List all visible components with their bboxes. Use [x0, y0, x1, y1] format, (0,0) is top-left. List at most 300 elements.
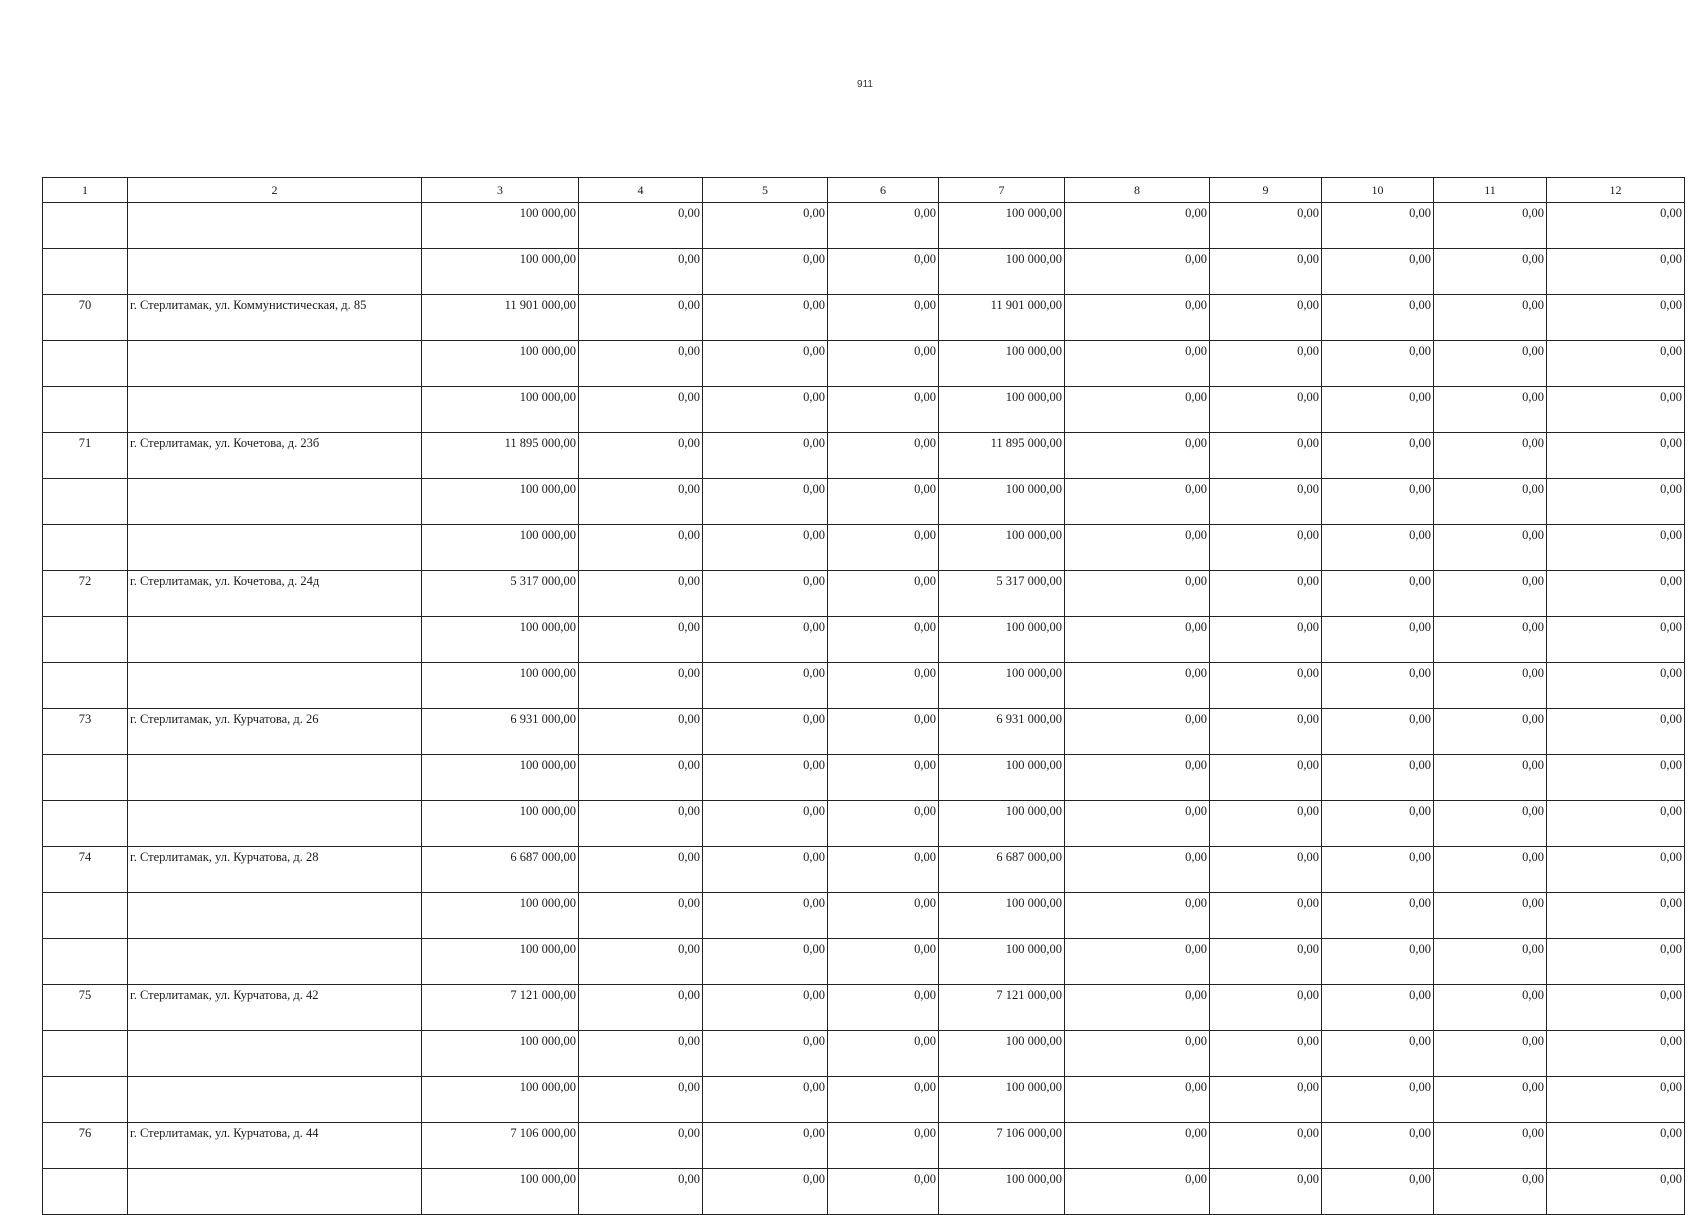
- value-cell-col-12: 0,00: [1547, 341, 1685, 387]
- table-row: [43, 387, 1685, 433]
- value-cell-col-3: 100 000,00: [422, 1031, 579, 1077]
- value-cell-col-7: 100 000,00: [939, 663, 1065, 709]
- table-row: [43, 847, 1685, 893]
- value-cell-col-6: 0,00: [828, 387, 939, 433]
- address-cell: [128, 801, 422, 847]
- value-cell-col-12: 0,00: [1547, 525, 1685, 571]
- value-cell-col-12: 0,00: [1547, 479, 1685, 525]
- value-cell-col-3: 100 000,00: [422, 663, 579, 709]
- value-cell-col-4: 0,00: [579, 1077, 703, 1123]
- row-number-cell: [43, 893, 128, 939]
- value-cell-col-11: 0,00: [1434, 203, 1547, 249]
- address-cell: г. Стерлитамак, ул. Кочетова, д. 23б: [128, 433, 422, 479]
- row-number-cell: 74: [43, 847, 128, 893]
- row-number-cell: [43, 525, 128, 571]
- value-cell-col-3: 100 000,00: [422, 203, 579, 249]
- value-cell-col-8: 0,00: [1065, 341, 1210, 387]
- value-cell-col-9: 0,00: [1210, 341, 1322, 387]
- address-cell: [128, 1169, 422, 1215]
- column-header: 3: [422, 178, 579, 203]
- value-cell-col-6: 0,00: [828, 617, 939, 663]
- value-cell-col-10: 0,00: [1322, 1031, 1434, 1077]
- value-cell-col-11: 0,00: [1434, 1123, 1547, 1169]
- value-cell-col-10: 0,00: [1322, 847, 1434, 893]
- row-number-cell: [43, 1077, 128, 1123]
- table-row: [43, 617, 1685, 663]
- value-cell-col-11: 0,00: [1434, 1077, 1547, 1123]
- value-cell-col-11: 0,00: [1434, 249, 1547, 295]
- column-header: 11: [1434, 178, 1547, 203]
- row-number-cell: 70: [43, 295, 128, 341]
- value-cell-col-7: 100 000,00: [939, 755, 1065, 801]
- value-cell-col-6: 0,00: [828, 893, 939, 939]
- value-cell-col-5: 0,00: [703, 203, 828, 249]
- row-number-cell: [43, 387, 128, 433]
- value-cell-col-9: 0,00: [1210, 1031, 1322, 1077]
- value-cell-col-12: 0,00: [1547, 939, 1685, 985]
- value-cell-col-8: 0,00: [1065, 663, 1210, 709]
- table-row: [43, 571, 1685, 617]
- value-cell-col-3: 100 000,00: [422, 341, 579, 387]
- value-cell-col-11: 0,00: [1434, 525, 1547, 571]
- value-cell-col-4: 0,00: [579, 295, 703, 341]
- value-cell-col-7: 11 895 000,00: [939, 433, 1065, 479]
- value-cell-col-9: 0,00: [1210, 939, 1322, 985]
- value-cell-col-9: 0,00: [1210, 525, 1322, 571]
- table-row: [43, 249, 1685, 295]
- value-cell-col-12: 0,00: [1547, 1077, 1685, 1123]
- value-cell-col-6: 0,00: [828, 1031, 939, 1077]
- value-cell-col-12: 0,00: [1547, 893, 1685, 939]
- value-cell-col-12: 0,00: [1547, 1169, 1685, 1215]
- row-number-cell: 76: [43, 1123, 128, 1169]
- value-cell-col-8: 0,00: [1065, 801, 1210, 847]
- value-cell-col-11: 0,00: [1434, 571, 1547, 617]
- value-cell-col-9: 0,00: [1210, 433, 1322, 479]
- value-cell-col-11: 0,00: [1434, 893, 1547, 939]
- value-cell-col-7: 6 687 000,00: [939, 847, 1065, 893]
- value-cell-col-9: 0,00: [1210, 663, 1322, 709]
- value-cell-col-5: 0,00: [703, 1077, 828, 1123]
- value-cell-col-11: 0,00: [1434, 847, 1547, 893]
- value-cell-col-5: 0,00: [703, 755, 828, 801]
- column-header: 1: [43, 178, 128, 203]
- value-cell-col-8: 0,00: [1065, 387, 1210, 433]
- value-cell-col-3: 100 000,00: [422, 525, 579, 571]
- table-row: [43, 755, 1685, 801]
- address-cell: г. Стерлитамак, ул. Курчатова, д. 42: [128, 985, 422, 1031]
- value-cell-col-4: 0,00: [579, 985, 703, 1031]
- value-cell-col-8: 0,00: [1065, 479, 1210, 525]
- value-cell-col-8: 0,00: [1065, 617, 1210, 663]
- address-cell: [128, 893, 422, 939]
- value-cell-col-12: 0,00: [1547, 1031, 1685, 1077]
- value-cell-col-6: 0,00: [828, 1077, 939, 1123]
- column-header: 5: [703, 178, 828, 203]
- value-cell-col-10: 0,00: [1322, 387, 1434, 433]
- value-cell-col-7: 100 000,00: [939, 893, 1065, 939]
- value-cell-col-12: 0,00: [1547, 387, 1685, 433]
- value-cell-col-3: 100 000,00: [422, 1077, 579, 1123]
- value-cell-col-8: 0,00: [1065, 433, 1210, 479]
- value-cell-col-6: 0,00: [828, 203, 939, 249]
- value-cell-col-3: 100 000,00: [422, 479, 579, 525]
- value-cell-col-7: 11 901 000,00: [939, 295, 1065, 341]
- address-cell: [128, 1077, 422, 1123]
- value-cell-col-5: 0,00: [703, 295, 828, 341]
- table-row: [43, 985, 1685, 1031]
- value-cell-col-5: 0,00: [703, 1123, 828, 1169]
- address-cell: [128, 755, 422, 801]
- value-cell-col-5: 0,00: [703, 801, 828, 847]
- address-cell: г. Стерлитамак, ул. Курчатова, д. 44: [128, 1123, 422, 1169]
- value-cell-col-5: 0,00: [703, 249, 828, 295]
- value-cell-col-6: 0,00: [828, 663, 939, 709]
- value-cell-col-5: 0,00: [703, 617, 828, 663]
- value-cell-col-7: 7 106 000,00: [939, 1123, 1065, 1169]
- table-row: [43, 1123, 1685, 1169]
- row-number-cell: [43, 1169, 128, 1215]
- value-cell-col-4: 0,00: [579, 939, 703, 985]
- address-cell: [128, 939, 422, 985]
- value-cell-col-8: 0,00: [1065, 295, 1210, 341]
- value-cell-col-9: 0,00: [1210, 617, 1322, 663]
- row-number-cell: [43, 341, 128, 387]
- value-cell-col-3: 100 000,00: [422, 893, 579, 939]
- value-cell-col-6: 0,00: [828, 801, 939, 847]
- value-cell-col-6: 0,00: [828, 525, 939, 571]
- value-cell-col-10: 0,00: [1322, 1123, 1434, 1169]
- address-cell: [128, 1031, 422, 1077]
- row-number-cell: [43, 755, 128, 801]
- table-row: [43, 295, 1685, 341]
- table-row: [43, 893, 1685, 939]
- value-cell-col-4: 0,00: [579, 479, 703, 525]
- value-cell-col-5: 0,00: [703, 893, 828, 939]
- value-cell-col-10: 0,00: [1322, 203, 1434, 249]
- value-cell-col-11: 0,00: [1434, 1031, 1547, 1077]
- value-cell-col-10: 0,00: [1322, 341, 1434, 387]
- value-cell-col-9: 0,00: [1210, 1077, 1322, 1123]
- value-cell-col-9: 0,00: [1210, 203, 1322, 249]
- value-cell-col-6: 0,00: [828, 295, 939, 341]
- value-cell-col-6: 0,00: [828, 571, 939, 617]
- table-row: [43, 801, 1685, 847]
- row-number-cell: [43, 1031, 128, 1077]
- address-cell: г. Стерлитамак, ул. Коммунистическая, д. 85: [128, 295, 422, 341]
- value-cell-col-8: 0,00: [1065, 571, 1210, 617]
- value-cell-col-9: 0,00: [1210, 847, 1322, 893]
- value-cell-col-11: 0,00: [1434, 663, 1547, 709]
- value-cell-col-12: 0,00: [1547, 203, 1685, 249]
- table-row: [43, 525, 1685, 571]
- value-cell-col-6: 0,00: [828, 479, 939, 525]
- value-cell-col-10: 0,00: [1322, 1169, 1434, 1215]
- value-cell-col-5: 0,00: [703, 479, 828, 525]
- value-cell-col-10: 0,00: [1322, 1077, 1434, 1123]
- value-cell-col-12: 0,00: [1547, 663, 1685, 709]
- table-row: [43, 709, 1685, 755]
- value-cell-col-6: 0,00: [828, 755, 939, 801]
- value-cell-col-6: 0,00: [828, 1123, 939, 1169]
- value-cell-col-4: 0,00: [579, 249, 703, 295]
- row-number-cell: [43, 801, 128, 847]
- column-header: 6: [828, 178, 939, 203]
- value-cell-col-3: 100 000,00: [422, 387, 579, 433]
- value-cell-col-4: 0,00: [579, 341, 703, 387]
- address-cell: [128, 479, 422, 525]
- value-cell-col-10: 0,00: [1322, 479, 1434, 525]
- address-cell: [128, 663, 422, 709]
- value-cell-col-12: 0,00: [1547, 433, 1685, 479]
- value-cell-col-5: 0,00: [703, 341, 828, 387]
- value-cell-col-8: 0,00: [1065, 847, 1210, 893]
- value-cell-col-3: 100 000,00: [422, 617, 579, 663]
- value-cell-col-4: 0,00: [579, 433, 703, 479]
- value-cell-col-9: 0,00: [1210, 755, 1322, 801]
- column-header: 4: [579, 178, 703, 203]
- table-row: [43, 433, 1685, 479]
- value-cell-col-5: 0,00: [703, 525, 828, 571]
- value-cell-col-12: 0,00: [1547, 571, 1685, 617]
- row-number-cell: 72: [43, 571, 128, 617]
- address-cell: г. Стерлитамак, ул. Курчатова, д. 26: [128, 709, 422, 755]
- address-cell: [128, 203, 422, 249]
- value-cell-col-7: 100 000,00: [939, 203, 1065, 249]
- value-cell-col-11: 0,00: [1434, 341, 1547, 387]
- value-cell-col-10: 0,00: [1322, 709, 1434, 755]
- value-cell-col-10: 0,00: [1322, 249, 1434, 295]
- value-cell-col-7: 100 000,00: [939, 249, 1065, 295]
- value-cell-col-4: 0,00: [579, 525, 703, 571]
- value-cell-col-4: 0,00: [579, 801, 703, 847]
- value-cell-col-12: 0,00: [1547, 801, 1685, 847]
- value-cell-col-6: 0,00: [828, 709, 939, 755]
- value-cell-col-3: 6 687 000,00: [422, 847, 579, 893]
- address-cell: [128, 387, 422, 433]
- value-cell-col-8: 0,00: [1065, 249, 1210, 295]
- value-cell-col-10: 0,00: [1322, 525, 1434, 571]
- value-cell-col-4: 0,00: [579, 663, 703, 709]
- value-cell-col-9: 0,00: [1210, 709, 1322, 755]
- value-cell-col-8: 0,00: [1065, 755, 1210, 801]
- value-cell-col-9: 0,00: [1210, 801, 1322, 847]
- value-cell-col-8: 0,00: [1065, 1031, 1210, 1077]
- table-row: [43, 1031, 1685, 1077]
- table-body: [43, 203, 1685, 1215]
- value-cell-col-5: 0,00: [703, 985, 828, 1031]
- value-cell-col-3: 11 901 000,00: [422, 295, 579, 341]
- value-cell-col-3: 11 895 000,00: [422, 433, 579, 479]
- page-number: 911: [857, 79, 873, 90]
- table-row: [43, 1077, 1685, 1123]
- value-cell-col-11: 0,00: [1434, 939, 1547, 985]
- value-cell-col-9: 0,00: [1210, 1169, 1322, 1215]
- value-cell-col-7: 100 000,00: [939, 617, 1065, 663]
- value-cell-col-7: 100 000,00: [939, 387, 1065, 433]
- value-cell-col-10: 0,00: [1322, 663, 1434, 709]
- value-cell-col-8: 0,00: [1065, 709, 1210, 755]
- value-cell-col-12: 0,00: [1547, 617, 1685, 663]
- value-cell-col-8: 0,00: [1065, 525, 1210, 571]
- value-cell-col-11: 0,00: [1434, 479, 1547, 525]
- value-cell-col-12: 0,00: [1547, 249, 1685, 295]
- value-cell-col-5: 0,00: [703, 433, 828, 479]
- value-cell-col-4: 0,00: [579, 755, 703, 801]
- value-cell-col-12: 0,00: [1547, 755, 1685, 801]
- value-cell-col-9: 0,00: [1210, 295, 1322, 341]
- value-cell-col-10: 0,00: [1322, 893, 1434, 939]
- value-cell-col-7: 100 000,00: [939, 939, 1065, 985]
- column-header: 2: [128, 178, 422, 203]
- row-number-cell: [43, 249, 128, 295]
- value-cell-col-7: 5 317 000,00: [939, 571, 1065, 617]
- value-cell-col-5: 0,00: [703, 663, 828, 709]
- value-cell-col-9: 0,00: [1210, 479, 1322, 525]
- row-number-cell: [43, 939, 128, 985]
- table-row: [43, 479, 1685, 525]
- value-cell-col-11: 0,00: [1434, 985, 1547, 1031]
- value-cell-col-7: 7 121 000,00: [939, 985, 1065, 1031]
- value-cell-col-7: 100 000,00: [939, 1077, 1065, 1123]
- value-cell-col-5: 0,00: [703, 571, 828, 617]
- value-cell-col-3: 6 931 000,00: [422, 709, 579, 755]
- header-row: [43, 178, 1685, 203]
- address-cell: г. Стерлитамак, ул. Кочетова, д. 24д: [128, 571, 422, 617]
- value-cell-col-12: 0,00: [1547, 985, 1685, 1031]
- value-cell-col-4: 0,00: [579, 1123, 703, 1169]
- address-cell: [128, 341, 422, 387]
- table-row: [43, 203, 1685, 249]
- table-row: [43, 939, 1685, 985]
- value-cell-col-4: 0,00: [579, 709, 703, 755]
- row-number-cell: [43, 479, 128, 525]
- value-cell-col-8: 0,00: [1065, 985, 1210, 1031]
- value-cell-col-9: 0,00: [1210, 985, 1322, 1031]
- value-cell-col-8: 0,00: [1065, 203, 1210, 249]
- value-cell-col-12: 0,00: [1547, 847, 1685, 893]
- value-cell-col-8: 0,00: [1065, 1123, 1210, 1169]
- value-cell-col-4: 0,00: [579, 571, 703, 617]
- value-cell-col-7: 100 000,00: [939, 1169, 1065, 1215]
- value-cell-col-4: 0,00: [579, 1031, 703, 1077]
- value-cell-col-3: 100 000,00: [422, 801, 579, 847]
- row-number-cell: [43, 203, 128, 249]
- value-cell-col-7: 6 931 000,00: [939, 709, 1065, 755]
- value-cell-col-5: 0,00: [703, 847, 828, 893]
- address-cell: [128, 249, 422, 295]
- value-cell-col-10: 0,00: [1322, 801, 1434, 847]
- data-table: [42, 177, 1685, 1215]
- value-cell-col-10: 0,00: [1322, 617, 1434, 663]
- value-cell-col-5: 0,00: [703, 939, 828, 985]
- value-cell-col-11: 0,00: [1434, 295, 1547, 341]
- value-cell-col-11: 0,00: [1434, 1169, 1547, 1215]
- value-cell-col-4: 0,00: [579, 1169, 703, 1215]
- value-cell-col-3: 5 317 000,00: [422, 571, 579, 617]
- value-cell-col-4: 0,00: [579, 617, 703, 663]
- value-cell-col-6: 0,00: [828, 433, 939, 479]
- value-cell-col-9: 0,00: [1210, 571, 1322, 617]
- value-cell-col-11: 0,00: [1434, 709, 1547, 755]
- value-cell-col-10: 0,00: [1322, 755, 1434, 801]
- value-cell-col-10: 0,00: [1322, 433, 1434, 479]
- value-cell-col-3: 7 106 000,00: [422, 1123, 579, 1169]
- column-header: 8: [1065, 178, 1210, 203]
- row-number-cell: 75: [43, 985, 128, 1031]
- address-cell: [128, 525, 422, 571]
- table-row: [43, 341, 1685, 387]
- value-cell-col-3: 100 000,00: [422, 1169, 579, 1215]
- value-cell-col-10: 0,00: [1322, 939, 1434, 985]
- value-cell-col-6: 0,00: [828, 1169, 939, 1215]
- column-header: 10: [1322, 178, 1434, 203]
- value-cell-col-5: 0,00: [703, 1031, 828, 1077]
- value-cell-col-7: 100 000,00: [939, 525, 1065, 571]
- value-cell-col-9: 0,00: [1210, 1123, 1322, 1169]
- value-cell-col-3: 100 000,00: [422, 755, 579, 801]
- value-cell-col-12: 0,00: [1547, 295, 1685, 341]
- value-cell-col-3: 100 000,00: [422, 249, 579, 295]
- value-cell-col-12: 0,00: [1547, 709, 1685, 755]
- value-cell-col-4: 0,00: [579, 387, 703, 433]
- value-cell-col-3: 100 000,00: [422, 939, 579, 985]
- column-header: 12: [1547, 178, 1685, 203]
- column-header: 7: [939, 178, 1065, 203]
- value-cell-col-7: 100 000,00: [939, 341, 1065, 387]
- row-number-cell: 73: [43, 709, 128, 755]
- value-cell-col-7: 100 000,00: [939, 1031, 1065, 1077]
- value-cell-col-4: 0,00: [579, 847, 703, 893]
- value-cell-col-12: 0,00: [1547, 1123, 1685, 1169]
- value-cell-col-6: 0,00: [828, 939, 939, 985]
- value-cell-col-7: 100 000,00: [939, 479, 1065, 525]
- value-cell-col-10: 0,00: [1322, 295, 1434, 341]
- value-cell-col-6: 0,00: [828, 249, 939, 295]
- value-cell-col-9: 0,00: [1210, 387, 1322, 433]
- value-cell-col-8: 0,00: [1065, 1077, 1210, 1123]
- value-cell-col-5: 0,00: [703, 1169, 828, 1215]
- row-number-cell: [43, 617, 128, 663]
- value-cell-col-7: 100 000,00: [939, 801, 1065, 847]
- value-cell-col-11: 0,00: [1434, 617, 1547, 663]
- value-cell-col-11: 0,00: [1434, 433, 1547, 479]
- value-cell-col-11: 0,00: [1434, 387, 1547, 433]
- row-number-cell: [43, 663, 128, 709]
- value-cell-col-10: 0,00: [1322, 985, 1434, 1031]
- row-number-cell: 71: [43, 433, 128, 479]
- value-cell-col-4: 0,00: [579, 203, 703, 249]
- table-row: [43, 663, 1685, 709]
- value-cell-col-6: 0,00: [828, 341, 939, 387]
- value-cell-col-8: 0,00: [1065, 893, 1210, 939]
- table-row: [43, 1169, 1685, 1215]
- address-cell: [128, 617, 422, 663]
- value-cell-col-9: 0,00: [1210, 893, 1322, 939]
- value-cell-col-5: 0,00: [703, 709, 828, 755]
- value-cell-col-6: 0,00: [828, 847, 939, 893]
- address-cell: г. Стерлитамак, ул. Курчатова, д. 28: [128, 847, 422, 893]
- column-header: 9: [1210, 178, 1322, 203]
- value-cell-col-11: 0,00: [1434, 755, 1547, 801]
- value-cell-col-9: 0,00: [1210, 249, 1322, 295]
- value-cell-col-10: 0,00: [1322, 571, 1434, 617]
- value-cell-col-6: 0,00: [828, 985, 939, 1031]
- value-cell-col-4: 0,00: [579, 893, 703, 939]
- value-cell-col-11: 0,00: [1434, 801, 1547, 847]
- value-cell-col-8: 0,00: [1065, 939, 1210, 985]
- value-cell-col-3: 7 121 000,00: [422, 985, 579, 1031]
